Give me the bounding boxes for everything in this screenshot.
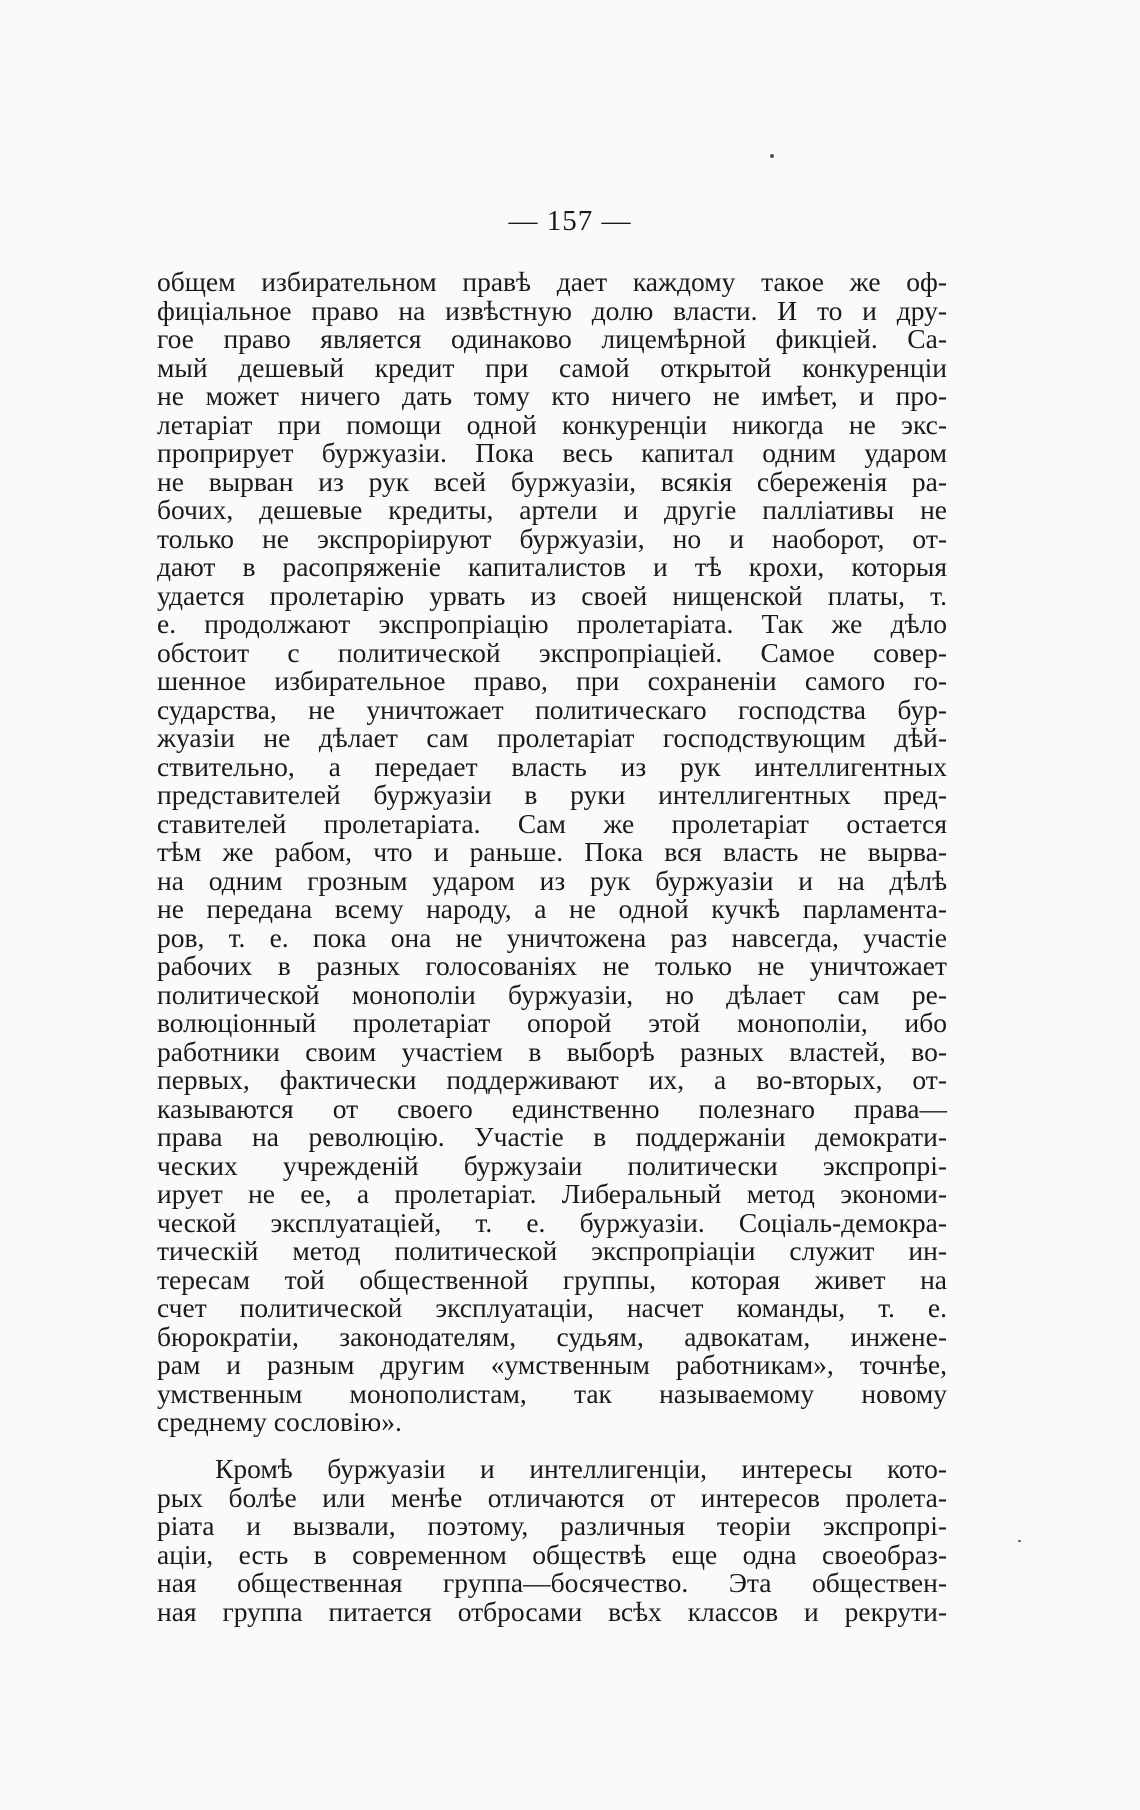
text-line: работники своим участіем в выборѣ разных властей, во- (157, 1035, 947, 1067)
print-speck (1018, 1540, 1021, 1542)
text-line: ная группа питается отбросами всѣх классов и рекрути- (157, 1595, 947, 1627)
text-line: ческой эксплуатаціей, т. е. буржуазіи. Соціаль-демокра- (157, 1206, 947, 1238)
print-speck (770, 154, 774, 158)
text-line: рабочих в разных голосованіях не только не уничтожает (157, 950, 947, 981)
text-line: умственным монополистам, так называемому новому (157, 1377, 947, 1409)
text-line: сударства, не уничтожает политическаго господства бур- (157, 693, 947, 725)
text-line: ная общественная группа—босячество. Эта обществен- (157, 1567, 947, 1598)
text-line: волюціонный пролетаріат опорой этой монополіи, ибо (157, 1007, 947, 1038)
text-line: среднему сословію». (157, 1406, 402, 1437)
text-line: обстоит с политической экспропріаціей. Самое совер- (157, 636, 947, 668)
text-line: е. продолжают экспропріацію пролетаріата. Так же дѣло (157, 608, 947, 639)
text-line: фиціальное право на извѣстную долю власти. И то и дру- (157, 294, 947, 326)
text-line: бюрократіи, законодателям, судьям, адвокатам, инжене- (157, 1320, 947, 1352)
text-line: мый дешевый кредит при самой открытой конкуренціи (157, 351, 947, 383)
text-line: тическій метод политической экспропріаціи служит ин- (157, 1235, 947, 1266)
text-line: ров, т. е. пока она не уничтожена раз навсегда, участіе (157, 921, 947, 953)
text-line: рам и разным другим «умственным работникам», точнѣе, (157, 1349, 947, 1380)
paragraph-2 (157, 1455, 947, 1626)
text-line: бочих, дешевые кредиты, артели и другіе палліативы не (157, 494, 947, 525)
text-line: ирует не ее, а пролетаріат. Либеральный метод экономи- (157, 1178, 947, 1209)
text-line: казываются от своего единственно полезнаго права— (157, 1092, 947, 1124)
text-line: жуазіи не дѣлает сам пролетаріат господствующим дѣй- (157, 722, 947, 753)
text-line: политической монополіи буржуазіи, но дѣлает сам ре- (157, 978, 947, 1010)
text-line: летаріат при помощи одной конкуренціи никогда не экс- (157, 408, 947, 440)
text-line: счет политической эксплуатаціи, насчет команды, т. е. (157, 1292, 947, 1323)
paragraph-1 (157, 268, 947, 1437)
text-line: проприрует буржуазіи. Пока весь капитал одним ударом (157, 437, 947, 468)
text-line: не может ничего дать тому кто ничего не имѣет, и про- (157, 380, 947, 411)
text-line: ческих учрежденій буржузаіи политически экспропрі- (157, 1149, 947, 1181)
text-line: удается пролетарію урвать из своей нищенской платы, т. (157, 579, 947, 611)
text-line: на одним грозным ударом из рук буржуазіи и на дѣлѣ (157, 864, 947, 896)
text-line: рых болѣе или менѣе отличаются от интересов пролета- (157, 1481, 947, 1513)
text-line: ствительно, а передает власть из рук интеллигентных (157, 750, 947, 782)
text-line: первых, фактически поддерживают их, а во-вторых, от- (157, 1064, 947, 1095)
text-line: шенное избирательное право, при сохраненіи самого го- (157, 665, 947, 696)
text-line: представителей буржуазіи в руки интеллигентных пред- (157, 779, 947, 810)
page-number: — 157 — (508, 205, 632, 237)
text-line: только не экспроріируют буржуазіи, но и наоборот, от- (157, 522, 947, 554)
text-line: не передана всему народу, а не одной кучкѣ парламента- (157, 893, 947, 924)
text-line: не вырван из рук всей буржуазіи, всякія сбереженія ра- (157, 465, 947, 497)
text-line: ріата и вызвали, поэтому, различныя теоріи экспропрі- (157, 1510, 947, 1541)
text-line: права на революцію. Участіе в поддержаніи демократи- (157, 1121, 947, 1152)
text-line: аціи, есть в современном обществѣ еще одна своеобраз- (157, 1538, 947, 1570)
text-line: Кромѣ буржуазіи и интеллигенціи, интересы кото- (215, 1453, 947, 1484)
text-line: гое право является одинаково лицемѣрной фикціей. Са- (157, 323, 947, 354)
text-line: тѣм же рабом, что и раньше. Пока вся власть не вырва- (157, 836, 947, 867)
text-line: общем избирательном правѣ дает каждому такое же оф- (157, 266, 947, 297)
text-line: дают в расопряженіе капиталистов и тѣ крохи, которыя (157, 551, 947, 582)
text-line: ставителей пролетаріата. Сам же пролетаріат остается (157, 807, 947, 839)
text-line: тересам той общественной группы, которая живет на (157, 1263, 947, 1295)
